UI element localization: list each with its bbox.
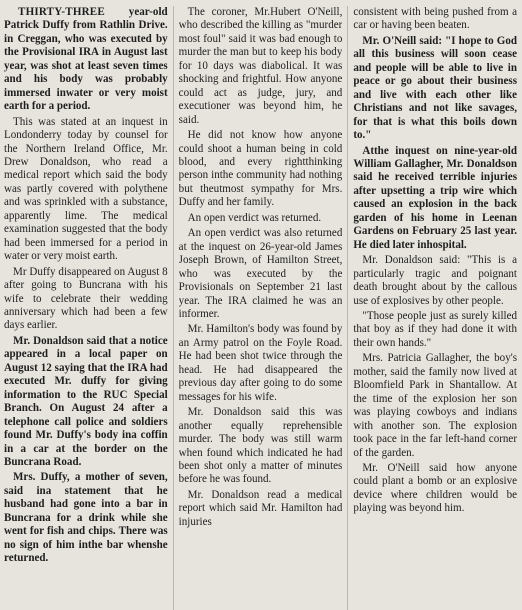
paragraph-text: Mr. Donaldson said: "This is a particularly tragic and poignant death brought about by the callous use of explosives by other people. bbox=[353, 254, 518, 307]
article-paragraph bbox=[179, 129, 343, 210]
paragraph-text: The coroner, Mr.Hubert O'Neill, who described the killing as "murder most foul" said it was bad enough to murder the man but to keep his body for 10 days was diabolical. It was shocking and frightful. How anyone could act as judge, jury, and executioner was beyond him, he said. bbox=[178, 6, 343, 126]
article-paragraph bbox=[353, 462, 517, 516]
paragraph-text: He did not know how anyone could shoot a human being in cold blood, and every rightthinking person inthe community had nothing but theutmost sympathy for Mrs. Duffy and her family. bbox=[178, 129, 343, 209]
article-paragraph bbox=[353, 6, 517, 33]
article-column-2 bbox=[179, 6, 343, 610]
article-paragraph bbox=[353, 35, 517, 143]
paragraph-text: This was stated at an inquest in Londonderry today by counsel for the Northern Ireland Office, Mr. Drew Donaldson, who read a medical report which said the body was partly covered with polythene and was sprinkled with a substance, apparently lime. The medical examination suggested that the body had been immersed for a period in water or very moist earth. bbox=[4, 115, 168, 263]
article-paragraph bbox=[179, 6, 343, 127]
column-divider bbox=[173, 6, 174, 610]
paragraph-text: "Those people just as surely killed that boy as if they had done it with their own hands." bbox=[353, 309, 518, 349]
paragraph-text: Mr. Donaldson said this was another equally reprehensible murder. The body was still warm when found which indicated he had been shot only a matter of minutes before he was found. bbox=[178, 406, 343, 486]
article-column-1 bbox=[4, 6, 168, 610]
paragraph-text: Mrs. Duffy, a mother of seven, said ina statement that he husband had gone into a bar in Buncrana for a drink while she went for fish and chips. There was no sign of him inthe bar whenshe returned. bbox=[4, 471, 168, 565]
paragraph-text: consistent with being pushed from a car or having been beaten. bbox=[353, 6, 518, 32]
paragraph-text: Mrs. Patricia Gallagher, the boy's mother, said the family now lived at Bloomfield Park in Shantallow. At the time of the explosion her son was playing cowboys and indians with another son. The explosion took pace in the far left-hand corner of the garden. bbox=[353, 352, 518, 459]
article-paragraph bbox=[179, 406, 343, 487]
article-paragraph bbox=[179, 489, 343, 529]
article-paragraph bbox=[353, 310, 517, 350]
article-paragraph bbox=[4, 266, 168, 333]
article-paragraph bbox=[4, 471, 168, 565]
article-paragraph bbox=[353, 254, 517, 308]
column-divider bbox=[347, 6, 348, 610]
article-paragraph bbox=[4, 6, 168, 114]
article-paragraph bbox=[179, 212, 343, 225]
lead-in-caps: THIRTY-THREE bbox=[18, 6, 105, 18]
article-paragraph bbox=[179, 323, 343, 404]
article-paragraph bbox=[4, 335, 168, 470]
paragraph-text: Mr. Donaldson said that a notice appeared in a local paper on August 12 saying that the IRA had executed Mr. duffy for giving information to the RUC Special Branch. On August 24 after a telephone call police and soldiers found Mr. Duffy's body ina coffin in a car at the border on the Buncrana Road. bbox=[4, 334, 168, 468]
paragraph-text: Atthe inquest on nine-year-old William Gallagher, Mr. Donaldson said he received terrible injuries after upsetting a trip wire which caused an explosion in the back garden of his home in Leenan Gardens on February 25 last year. He died later inhospital. bbox=[353, 144, 518, 251]
paragraph-text: Mr. O'Neill said how anyone could plant a bomb or an explosive device where children would be playing was beyond him. bbox=[353, 461, 518, 515]
article-paragraph bbox=[353, 145, 517, 253]
article-paragraph bbox=[4, 116, 168, 264]
article-column-3 bbox=[353, 6, 517, 610]
article-paragraph bbox=[179, 227, 343, 321]
paragraph-text: An open verdict was returned. bbox=[187, 211, 322, 224]
article-columns bbox=[4, 6, 517, 610]
paragraph-text: year-old Patrick Duffy from Rathlin Drive. in Creggan, who was executed by the Provisional IRA in August last year, was shot at least seven times and his body was probably immersed inwater or very moist earth for a period. bbox=[4, 6, 168, 113]
paragraph-text: An open verdict was also returned at the inquest on 26-year-old James Joseph Brown, of Hamilton Street, who was executed by the Provisionals on September 21 last year. The IRA claimed he was an informer. bbox=[178, 227, 343, 320]
paragraph-text: Mr. O'Neill said: "I hope to God all this business will soon cease and people will be able to live in peace or go about their business and live with each other like Christians and not like savages, for that is what this boils down to." bbox=[353, 34, 518, 142]
article-paragraph bbox=[353, 352, 517, 460]
paragraph-text: Mr. Hamilton's body was found by an Army patrol on the Foyle Road. He had been shot twice through the head. He had disappeared the previous day after going to do some messages for his wife. bbox=[178, 323, 343, 403]
paragraph-text: Mr Duffy disappeared on August 8 after going to Buncrana with his wife to celebrate their wedding anniversary which had been a few days earlier. bbox=[4, 265, 168, 332]
paragraph-text: Mr. Donaldson read a medical report which said Mr. Hamilton had injuries bbox=[178, 488, 343, 528]
